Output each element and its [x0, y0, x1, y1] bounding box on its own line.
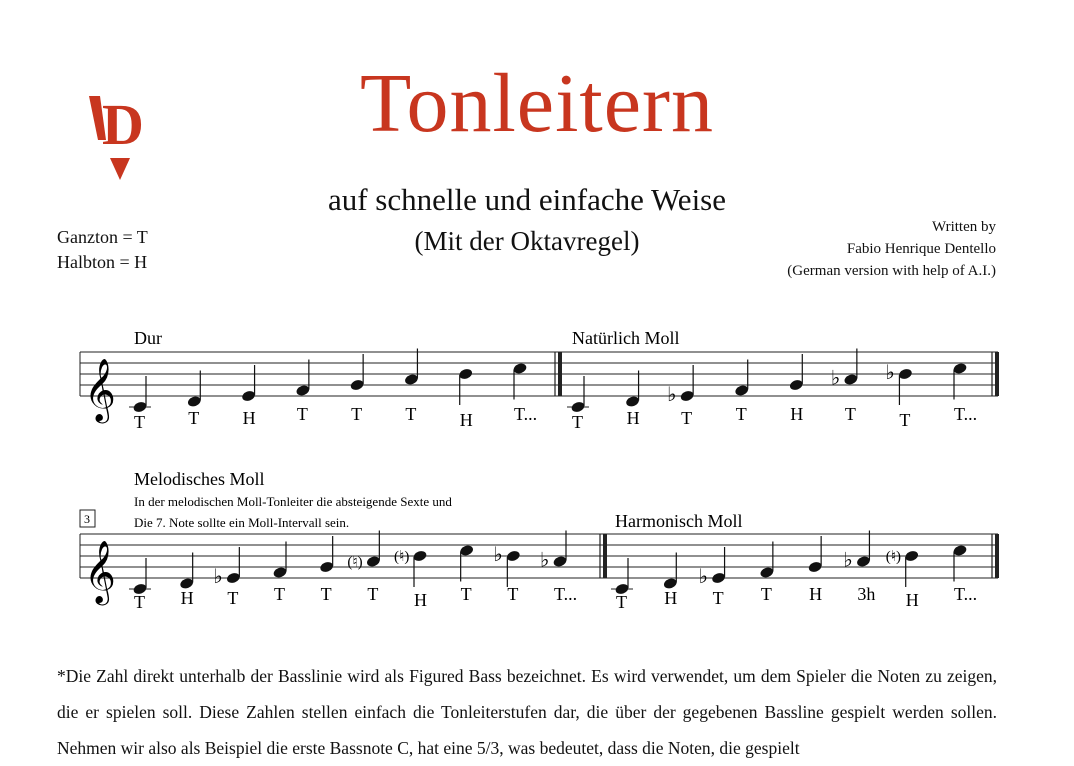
interval-label: T: [681, 408, 693, 428]
logo-letter: D: [102, 92, 144, 157]
scale-note: Die 7. Note sollte ein Moll-Intervall sein.: [134, 515, 350, 530]
interval-label: T: [572, 412, 583, 432]
page-title: Tonleitern: [360, 57, 714, 150]
note-head: [843, 373, 858, 386]
interval-label: T: [320, 584, 332, 604]
interval-label: H: [242, 408, 256, 428]
note-head: [349, 378, 364, 391]
natural-accidental: (♮): [885, 549, 902, 565]
interval-label: T: [227, 588, 239, 608]
note-head: [734, 384, 749, 397]
note-head: [366, 555, 381, 568]
note-head: [404, 373, 419, 386]
legend-whole-tone: Ganzton = T: [57, 227, 148, 247]
note-head: [506, 549, 521, 562]
interval-label: T: [460, 584, 472, 604]
interval-label: T: [507, 584, 519, 604]
interval-label: T: [735, 404, 747, 424]
credit-written-by: Written by: [932, 219, 996, 235]
interval-label: H: [664, 588, 678, 608]
flat-accidental: ♭: [843, 549, 853, 572]
flat-accidental: ♭: [540, 549, 550, 572]
interval-label: T: [844, 404, 856, 424]
explanation-paragraph: *Die Zahl direkt unterhalb der Basslinie wird als Figured Bass bezeichnet. Es wird verwendet, um dem Spieler die Noten zu zeigen, die er spielen soll. Diese Zahlen stellen einfach die Tonleiterstufen dar, die über der gegebenen Bassline gespielt werden sollen. Nehmen wir also als Beispiel die erste Bassnote C, hat eine 5/3, was bedeutet, dass die Noten, die gespielt: [57, 666, 997, 758]
note-head: [512, 362, 527, 375]
interval-label: H: [809, 584, 823, 604]
interval-label: T: [616, 592, 627, 612]
interval-label: 3h: [857, 584, 876, 604]
interval-label: T: [274, 584, 285, 604]
note-head: [952, 362, 967, 375]
interval-label: T: [351, 404, 363, 424]
interval-label: T...: [554, 584, 578, 604]
note-head: [679, 389, 694, 402]
note-head: [552, 555, 567, 568]
note-head: [904, 549, 919, 562]
scale-name: Natürlich Moll: [572, 328, 680, 348]
note-head: [295, 384, 310, 397]
flat-accidental: ♭: [493, 544, 503, 566]
note-head: [412, 549, 427, 562]
interval-label: T...: [954, 584, 978, 604]
interval-label: T: [899, 410, 911, 430]
page-subtitle: auf schnelle und einfache Weise: [327, 182, 727, 217]
credit-author: Fabio Henrique Dentello: [846, 241, 996, 257]
note-head: [807, 560, 822, 573]
interval-label: T: [760, 584, 772, 604]
interval-label: H: [905, 590, 919, 610]
scale-name: Dur: [134, 328, 162, 348]
flat-accidental: ♭: [213, 566, 223, 588]
flat-accidental: ♭: [698, 566, 709, 588]
flat-accidental: ♭: [667, 384, 677, 406]
interval-label: T: [188, 408, 200, 428]
interval-label: H: [626, 408, 640, 428]
note-head: [319, 560, 334, 573]
note-head: [856, 555, 871, 568]
note-head: [711, 571, 726, 584]
interval-label: T...: [954, 404, 978, 424]
interval-label: T: [367, 584, 379, 604]
treble-clef: 𝄞: [84, 542, 116, 602]
natural-accidental: (♮): [394, 549, 410, 565]
note-head: [459, 544, 474, 557]
note-head: [241, 389, 256, 402]
note-head: [952, 544, 967, 557]
note-head: [272, 566, 287, 579]
interval-label: T: [134, 592, 145, 612]
scale-name: Harmonisch Moll: [615, 511, 743, 531]
interval-label: T: [405, 404, 417, 424]
interval-label: T: [296, 404, 308, 424]
measure-number: 3: [84, 512, 90, 526]
scale-name: Melodisches Moll: [134, 469, 265, 489]
note-head: [458, 367, 473, 380]
credit-note: (German version with help of A.I.): [787, 263, 996, 279]
interval-label: T: [134, 412, 145, 432]
interval-label: H: [414, 590, 427, 610]
interval-label: H: [790, 404, 804, 424]
note-head: [759, 566, 774, 579]
scale-note: In der melodischen Moll-Tonleiter die absteigende Sexte und: [134, 494, 452, 509]
note-head: [187, 395, 202, 408]
legend-half-tone: Halbton = H: [57, 252, 148, 272]
page-subtitle-secondary: (Mit der Oktavregel): [414, 226, 640, 256]
note-head: [898, 367, 913, 380]
flat-accidental: ♭: [885, 362, 895, 384]
interval-label: H: [180, 588, 194, 608]
note-head: [226, 571, 241, 584]
flat-accidental: ♭: [830, 367, 841, 390]
note-head: [789, 378, 804, 391]
treble-clef: 𝄞: [84, 360, 116, 420]
interval-label: H: [459, 410, 473, 430]
interval-label: T: [712, 588, 724, 608]
note-head: [625, 395, 640, 408]
natural-accidental: (♮): [347, 554, 363, 571]
interval-label: T...: [514, 404, 538, 424]
